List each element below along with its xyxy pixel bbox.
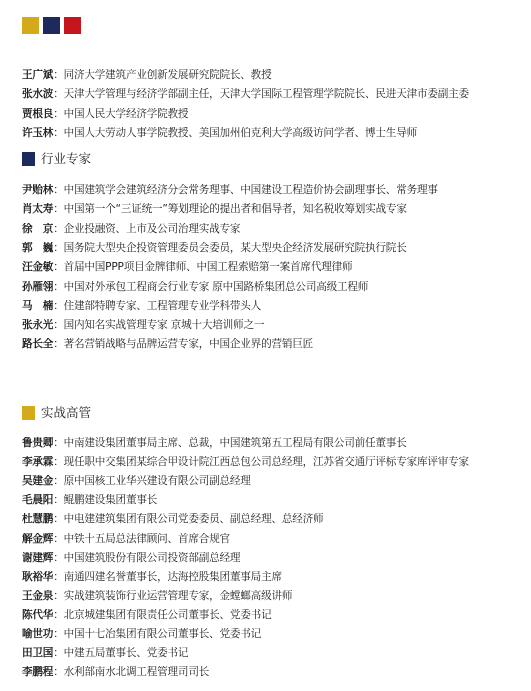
person-description: 原中国核工业华兴建设有限公司副总经理 <box>63 475 251 488</box>
person-entry <box>22 184 527 197</box>
section-marker-square-icon <box>22 152 35 166</box>
person-name: 路长全 <box>22 338 54 351</box>
person-entry <box>22 666 527 679</box>
person-description: 中电建建筑集团有限公司党委委员、副总经理、总经济师 <box>63 513 324 526</box>
person-name: 王广斌 <box>22 69 54 81</box>
section-header <box>22 405 91 421</box>
person-entry <box>22 261 527 274</box>
person-description: 住建部特聘专家、工程管理专业学科带头人 <box>63 299 262 312</box>
person-entry <box>22 437 527 450</box>
person-name: 马 楠 <box>22 299 54 312</box>
name-separator: ： <box>53 69 64 81</box>
person-description: 中国人民大学经济学院教授 <box>63 107 189 120</box>
name-separator: ： <box>53 437 64 449</box>
person-name: 喻世功 <box>22 628 54 640</box>
name-separator: ： <box>53 107 64 120</box>
person-entry <box>22 108 527 121</box>
person-entry <box>22 494 527 507</box>
person-entry <box>22 300 527 313</box>
person-name: 孙雁翎 <box>22 280 54 293</box>
person-entry <box>22 609 527 622</box>
person-name: 王金泉 <box>22 589 54 602</box>
name-separator: ： <box>53 126 64 139</box>
color-swatch-red <box>64 17 81 34</box>
person-name: 张水波 <box>22 88 54 101</box>
person-name: 张永光 <box>22 319 54 332</box>
color-swatch-navy <box>43 17 60 34</box>
person-description: 著名营销战略与品牌运营专家，中国企业界的营销巨匠 <box>63 338 314 351</box>
person-name: 郭 巍 <box>22 241 54 254</box>
person-description: 现任职中交集团某综合甲设计院江西总包公司总经理，江苏省交通厅评标专家库评审专家 <box>63 456 469 469</box>
person-entry <box>22 242 527 255</box>
name-separator: ： <box>53 184 64 196</box>
section-marker-square-icon <box>22 406 35 420</box>
person-name: 田卫国 <box>22 647 54 660</box>
person-entry <box>22 88 527 101</box>
name-separator: ： <box>53 222 64 235</box>
section-title: 行业专家 <box>41 151 92 166</box>
person-entry <box>22 127 527 140</box>
person-name: 许玉林 <box>22 126 54 139</box>
name-separator: ： <box>53 551 64 564</box>
name-separator: ： <box>53 532 64 545</box>
person-description: 中国建筑股份有限公司投资部副总经理 <box>63 551 241 564</box>
person-name: 尹贻林 <box>22 184 54 196</box>
person-description: 南通四建名誉董事长，达海控股集团董事局主席 <box>63 570 282 583</box>
person-name: 李鹏程 <box>22 666 54 679</box>
person-name: 陈代华 <box>22 608 54 621</box>
name-separator: ： <box>53 203 64 216</box>
person-description: 鲲鹏建设集团董事长 <box>63 494 158 507</box>
person-entry <box>22 571 527 584</box>
header-color-swatches <box>22 17 81 34</box>
person-description: 中铁十五局总法律顾问、首席合规官 <box>63 532 230 545</box>
person-name: 李承霖 <box>22 456 54 469</box>
name-separator: ： <box>53 570 64 583</box>
person-description: 中南建设集团董事局主席、总裁，中国建筑第五工程局有限公司前任董事长 <box>63 437 407 449</box>
name-separator: ： <box>53 261 64 274</box>
person-description: 中国建筑学会建筑经济分会常务理事、中国建设工程造价协会副理事长、常务理事 <box>63 184 438 196</box>
person-description: 中国人大劳动人事学院教授、美国加州伯克利大学高级访问学者、博士生导师 <box>63 126 417 139</box>
person-name: 解金辉 <box>22 532 54 545</box>
person-name: 鲁贵卿 <box>22 437 54 449</box>
person-name: 耿裕华 <box>22 570 54 583</box>
person-entry <box>22 590 527 603</box>
person-description: 北京城建集团有限责任公司董事长、党委书记 <box>63 608 272 621</box>
person-description: 中国第一个“三证统一”筹划理论的提出者和倡导者，知名税收筹划实战专家 <box>63 203 407 216</box>
person-name: 徐 京 <box>22 222 54 235</box>
person-description: 国务院大型央企投资管理委员会委员，某大型央企经济发展研究院执行院长 <box>63 241 407 254</box>
person-entry <box>22 513 527 526</box>
person-entry <box>22 69 527 82</box>
person-description: 中国十七冶集团有限公司董事长、党委书记 <box>63 628 262 640</box>
name-separator: ： <box>53 475 64 488</box>
color-swatch-gold <box>22 17 39 34</box>
person-entry <box>22 223 527 236</box>
person-entry <box>22 552 527 565</box>
name-separator: ： <box>53 608 64 621</box>
person-entry <box>22 456 527 469</box>
person-entry <box>22 647 527 660</box>
section-title: 实战高管 <box>41 405 92 420</box>
person-entry <box>22 338 527 351</box>
person-name: 杜慧鹏 <box>22 513 54 526</box>
name-separator: ： <box>53 338 64 351</box>
name-separator: ： <box>53 513 64 526</box>
name-separator: ： <box>53 456 64 469</box>
person-description: 企业投融资、上市及公司治理实战专家 <box>63 222 241 235</box>
person-entry <box>22 533 527 546</box>
person-name: 肖太寿 <box>22 203 54 216</box>
person-name: 贾根良 <box>22 107 54 120</box>
person-name: 汪金敏 <box>22 261 54 274</box>
name-separator: ： <box>53 299 64 312</box>
person-description: 同济大学建筑产业创新发展研究院院长、教授 <box>63 69 272 81</box>
person-description: 水利部南水北调工程管理司司长 <box>63 666 210 679</box>
person-entry <box>22 628 527 641</box>
person-description: 中建五局董事长、党委书记 <box>63 647 189 660</box>
person-entry <box>22 319 527 332</box>
name-separator: ： <box>53 666 64 679</box>
person-description: 国内知名实战管理专家 京城十大培训师之一 <box>63 319 265 332</box>
name-separator: ： <box>53 647 64 660</box>
person-description: 实战建筑装饰行业运营管理专家，金螳螂高级讲师 <box>63 589 293 602</box>
person-entry <box>22 475 527 488</box>
name-separator: ： <box>53 628 64 640</box>
name-separator: ： <box>53 494 64 507</box>
person-description: 天津大学管理与经济学部副主任，天津大学国际工程管理学院院长、民进天津市委副主委 <box>63 88 469 101</box>
name-separator: ： <box>53 88 64 101</box>
name-separator: ： <box>53 280 64 293</box>
name-separator: ： <box>53 241 64 254</box>
person-description: 中国对外承包工程商会行业专家 原中国路桥集团总公司高级工程师 <box>63 280 369 293</box>
person-entry <box>22 203 527 216</box>
person-entry <box>22 281 527 294</box>
name-separator: ： <box>53 319 64 332</box>
person-name: 谢建辉 <box>22 551 54 564</box>
person-name: 毛晨阳 <box>22 494 54 507</box>
name-separator: ： <box>53 589 64 602</box>
person-name: 吴建金 <box>22 475 54 488</box>
section-header <box>22 151 91 167</box>
person-description: 首届中国PPP项目金牌律师、中国工程索赔第一案首席代理律师 <box>63 261 353 274</box>
